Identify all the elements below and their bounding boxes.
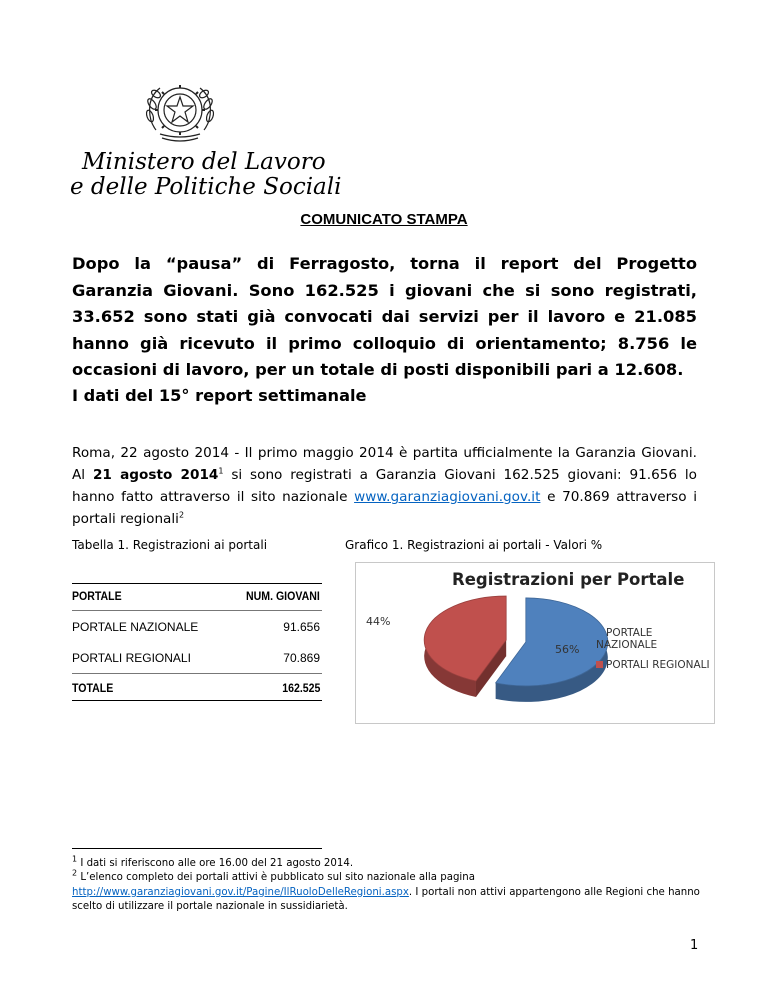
press-release-title: COMUNICATO STAMPA: [300, 211, 468, 228]
footnote-1-text: I dati si riferiscono alle ore 16.00 del 21 agosto 2014.: [80, 858, 354, 869]
chart-title: Registrazioni per Portale: [452, 570, 685, 589]
footnote-separator: [72, 848, 322, 849]
footnote-2-continued: [72, 886, 712, 915]
footnote-2-text: L’elenco completo dei portali attivi è pubblicato sul sito nazionale alla pagina: [80, 872, 475, 884]
table-cell-value: 91.656: [283, 620, 320, 634]
footnote-2-tail: . I portali non attivi appartengono alle Regioni che hanno scelto di utilizzare il portale nazionale in sussidiarietà.: [72, 886, 700, 912]
legend-label: PORTALI REGIONALI: [606, 659, 710, 671]
legend-label: PORTALE NAZIONALE: [596, 627, 658, 651]
footnote-2-number: 2: [72, 868, 78, 878]
legend-swatch: [596, 629, 603, 636]
table-cell-label: PORTALI REGIONALI: [72, 651, 191, 665]
legend-swatch: [596, 661, 603, 668]
table-cell-value: 70.869: [283, 651, 320, 665]
garanzia-giovani-link[interactable]: www.garanziagiovani.gov.it: [354, 489, 541, 505]
table-row: [72, 611, 322, 643]
pie-chart: [355, 562, 715, 724]
regions-page-link[interactable]: http://www.garanziagiovani.gov.it/Pagine/IlRuoloDelleRegioni.aspx: [72, 886, 409, 898]
ministry-name-line1: Ministero del Lavoro: [82, 149, 326, 175]
footnote-1-number: 1: [72, 854, 78, 864]
table-total-value: 162.525: [281, 681, 320, 695]
headline: Dopo la “pausa” di Ferragosto, torna il report del Progetto Garanzia Giovani. Sono 162.525 i giovani che si sono registrati, 33.652 sono stati già convocati dai servizi per il lavoro e 21.085 hanno già ricevuto il primo colloquio di orientamento; 8.756 le occasioni di lavoro, per un totale di posti disponibili pari a 12.608.: [72, 254, 697, 379]
table-row: [72, 643, 322, 673]
ministry-name: [70, 150, 341, 200]
slice-label-nazionale: 56%: [555, 643, 580, 656]
footnote-1: [72, 854, 712, 871]
ministry-name-line2: e delle Politiche Sociali: [70, 174, 342, 200]
registrations-table: [72, 583, 322, 701]
page-number: 1: [690, 938, 699, 953]
intro-text-3: e 70.869 attraverso i portali regionali: [72, 489, 698, 527]
section-title: I dati del 15° report settimanale: [72, 386, 367, 405]
table-total-row: [72, 674, 322, 700]
intro-text-1: Roma, 22 agosto 2014 - Il primo maggio 2014 è partita ufficialmente la Garanzia Giovani. Al: [72, 445, 697, 483]
table-total-label: TOTALE: [72, 681, 114, 695]
table-caption: Tabella 1. Registrazioni ai portali: [72, 538, 268, 552]
legend-item-nazionale: [596, 627, 714, 651]
chart-caption: Grafico 1. Registrazioni ai portali - Valori %: [345, 538, 603, 552]
intro-date: 21 agosto 2014: [92, 467, 219, 483]
intro-paragraph: [72, 442, 697, 530]
table-cell-label: PORTALE NAZIONALE: [72, 620, 199, 634]
footnote-ref-2[interactable]: 2: [178, 510, 185, 520]
table-header-num-giovani: NUM. GIOVANI: [246, 589, 320, 603]
footnote-2: [72, 868, 712, 885]
table-header-portale: PORTALE: [72, 589, 122, 603]
slice-label-regionali: 44%: [366, 615, 391, 628]
intro-text-2: si sono registrati a Garanzia Giovani 162.525 giovani: 91.656 lo hanno fatto attraverso il sito nazionale: [72, 467, 697, 505]
table-header-row: [72, 584, 322, 610]
table-bottom-rule: [72, 700, 322, 701]
legend-item-regionali: [596, 659, 710, 671]
footnote-ref-1[interactable]: 1: [218, 466, 224, 476]
footnotes: [72, 854, 712, 914]
